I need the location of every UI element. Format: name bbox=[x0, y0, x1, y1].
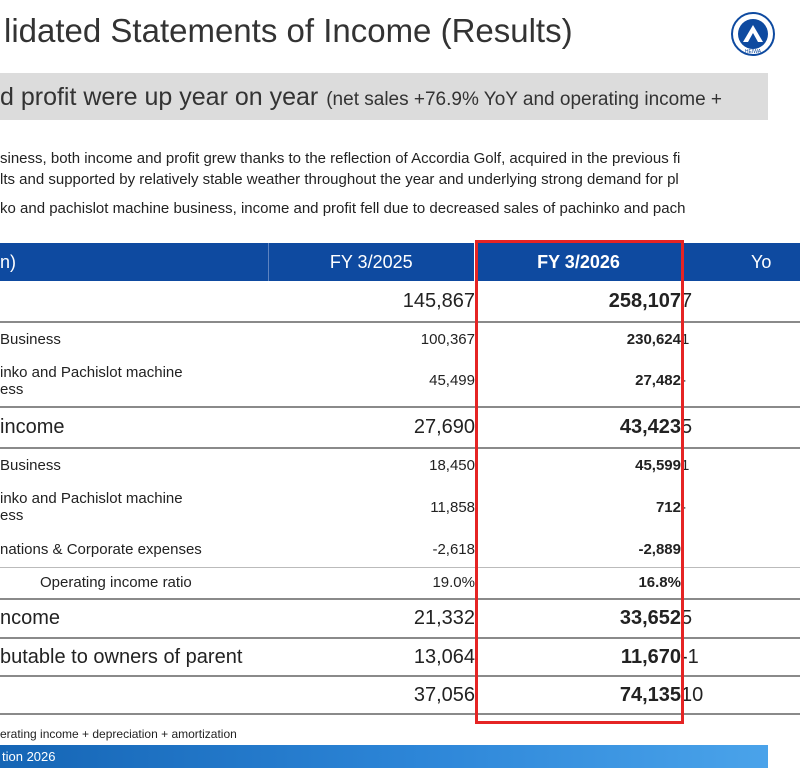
cell-fy2025: 11,858 bbox=[430, 498, 475, 516]
cell-fy2026: 45,599 bbox=[635, 456, 681, 474]
row-label bbox=[0, 676, 268, 714]
table-row bbox=[0, 322, 800, 355]
table-row bbox=[0, 407, 800, 448]
cell-fy2026: -2,889 bbox=[475, 533, 681, 567]
table-row bbox=[0, 638, 800, 676]
table-row bbox=[0, 676, 800, 714]
cell-fy2026: 258,107 bbox=[475, 281, 681, 322]
table-row bbox=[0, 281, 800, 322]
row-label: ncome bbox=[0, 599, 268, 638]
table-header-row bbox=[0, 243, 800, 281]
cell-fy2026: 27,482 bbox=[475, 355, 681, 407]
cell-fy2026: 33,652 bbox=[475, 599, 681, 638]
header-fy2026: FY 3/2026 bbox=[475, 243, 681, 281]
row-label: Operating income ratio bbox=[0, 567, 268, 599]
cell-fy2026: 74,135 bbox=[475, 676, 681, 714]
row-label-line: ess bbox=[0, 507, 24, 524]
banner-text bbox=[0, 83, 722, 112]
row-label-line: ess bbox=[0, 380, 24, 398]
cell-yoy: -1 bbox=[681, 638, 800, 676]
company-logo-icon bbox=[731, 12, 775, 56]
header-yoy: Yo bbox=[681, 243, 800, 281]
row-label-line: inko and Pachislot machine bbox=[0, 490, 183, 507]
cell-yoy: 10 bbox=[681, 676, 800, 714]
cell-fy2025: 21,332 bbox=[268, 599, 475, 638]
cell-fy2026: 230,624 bbox=[626, 330, 681, 348]
bullet-line: siness, both income and profit grew thanks to the reflection of Accordia Golf, acquired in the previous fi bbox=[0, 150, 681, 167]
table-row bbox=[0, 567, 800, 599]
table-row bbox=[0, 533, 800, 567]
row-label: nations & Corporate expenses bbox=[0, 533, 268, 567]
cell-fy2025: -2,618 bbox=[268, 533, 475, 567]
income-statement-table bbox=[0, 243, 800, 715]
cell-fy2025: 27,690 bbox=[268, 407, 475, 448]
table-row bbox=[0, 599, 800, 638]
table-row bbox=[0, 481, 800, 533]
footer-text: tion 2026 bbox=[2, 749, 56, 764]
cell-yoy: 5 bbox=[681, 407, 800, 448]
row-label bbox=[0, 281, 268, 322]
cell-yoy: 1 bbox=[681, 456, 690, 474]
cell-fy2025: 37,056 bbox=[268, 676, 475, 714]
banner-main-text: d profit were up year on year bbox=[0, 83, 319, 111]
bullet-list bbox=[0, 148, 768, 219]
cell-fy2025: 19.0% bbox=[268, 567, 475, 599]
row-label-line: inko and Pachislot machine bbox=[0, 363, 183, 381]
row-label bbox=[0, 355, 268, 407]
svg-text:HEIWA: HEIWA bbox=[744, 49, 762, 55]
cell-fy2025: 13,064 bbox=[268, 638, 475, 676]
cell-yoy bbox=[681, 533, 800, 567]
cell-yoy: 5 bbox=[681, 599, 800, 638]
page-title: lidated Statements of Income (Results) bbox=[4, 12, 573, 49]
summary-banner bbox=[0, 73, 768, 120]
row-label: Business bbox=[0, 456, 61, 474]
cell-fy2026: 43,423 bbox=[475, 407, 681, 448]
row-label: butable to owners of parent bbox=[0, 638, 268, 676]
row-label bbox=[0, 481, 268, 533]
cell-fy2026: 11,670 bbox=[475, 638, 681, 676]
bullet-line: lts and supported by relatively stable weather throughout the year and underlying strong demand for pl bbox=[0, 171, 679, 188]
cell-fy2025: 100,367 bbox=[420, 330, 475, 348]
cell-yoy: 7 bbox=[681, 281, 800, 322]
bullet-line: ko and pachislot machine business, income and profit fell due to decreased sales of pachinko and pach bbox=[0, 200, 686, 217]
row-label: income bbox=[0, 407, 268, 448]
table-row bbox=[0, 355, 800, 407]
cell-fy2025: 18,450 bbox=[429, 456, 475, 474]
cell-yoy bbox=[681, 567, 800, 599]
table-row bbox=[0, 448, 800, 481]
footnote: erating income + depreciation + amortization bbox=[0, 727, 237, 741]
cell-yoy: - bbox=[681, 498, 686, 516]
row-label: Business bbox=[0, 330, 61, 348]
cell-fy2025: 45,499 bbox=[268, 355, 475, 407]
cell-fy2025: 145,867 bbox=[268, 281, 475, 322]
cell-fy2026: 16.8% bbox=[475, 567, 681, 599]
banner-sub-text: (net sales +76.9% YoY and operating income + bbox=[326, 89, 723, 110]
header-unit: n) bbox=[0, 243, 268, 281]
footer-bar bbox=[0, 745, 768, 768]
header-fy2025: FY 3/2025 bbox=[268, 243, 475, 281]
cell-fy2026: 712 bbox=[655, 498, 681, 516]
cell-yoy: 1 bbox=[681, 330, 690, 348]
cell-yoy: - bbox=[681, 355, 800, 407]
